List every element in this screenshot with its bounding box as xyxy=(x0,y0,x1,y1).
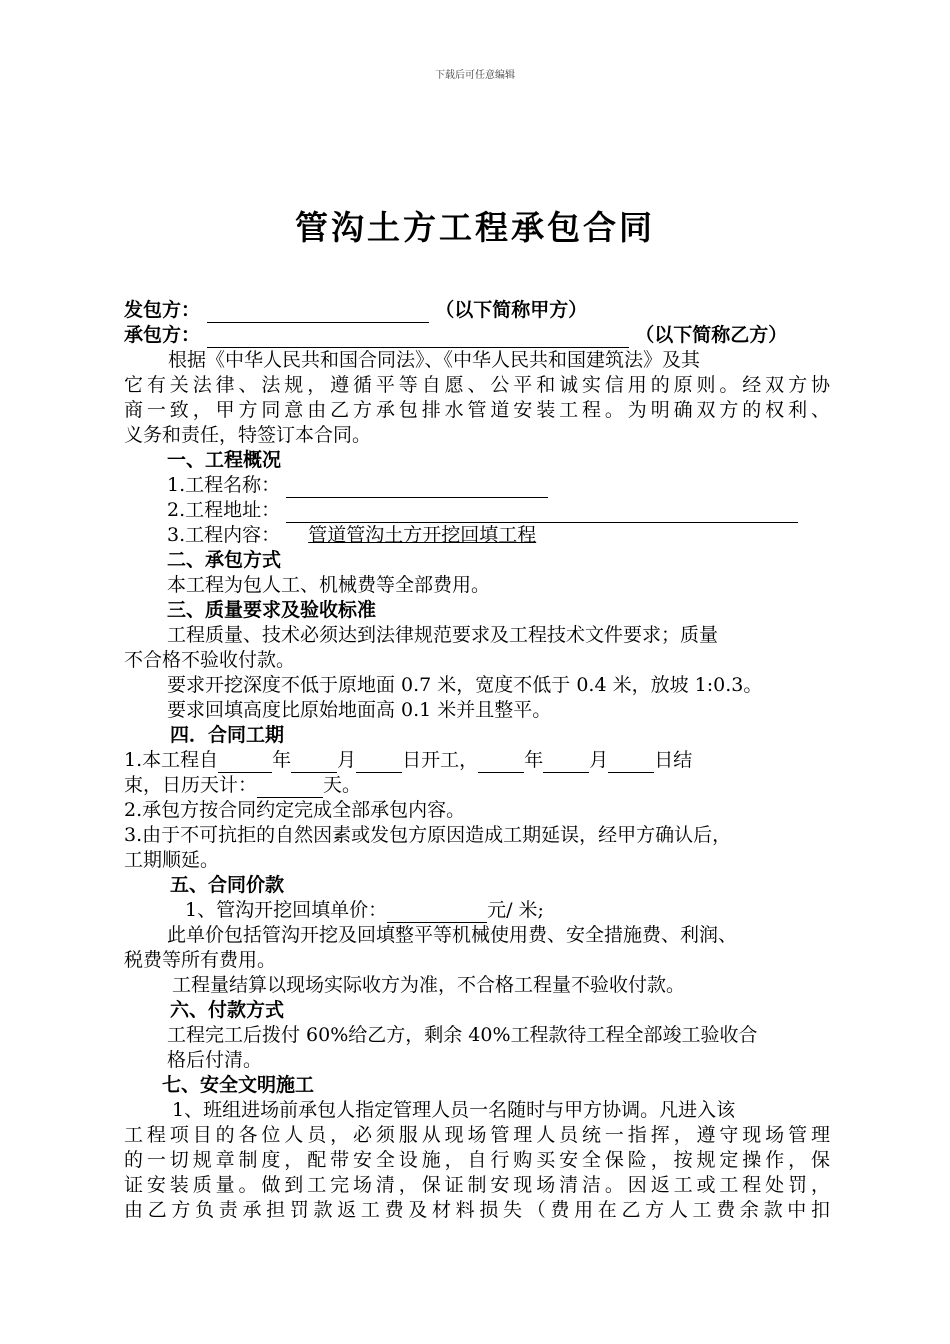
document-title: 管沟土方工程承包合同 xyxy=(295,208,655,247)
project-content-label: 3.工程内容： xyxy=(167,524,281,546)
days-blank[interactable] xyxy=(257,777,323,798)
year-label: 年 xyxy=(272,749,292,771)
project-address-blank[interactable] xyxy=(286,502,798,523)
payment-terms: 工程完工后拨付 60%给乙方，剩余 40%工程款待工程全部竣工验收合 xyxy=(167,1024,758,1046)
section-2-heading: 二、承包方式 xyxy=(167,549,282,571)
schedule-item-3: 工期顺延。 xyxy=(124,849,220,871)
safety-paragraph: 由乙方负责承担罚款返工费及材料损失（费用在乙方人工费余款中扣 xyxy=(124,1199,830,1221)
end-day-blank[interactable] xyxy=(608,752,654,773)
year-label: 年 xyxy=(524,749,544,771)
schedule-item-3: 3.由于不可抗拒的自然因素或发包方原因造成工期延误，经甲方确认后， xyxy=(124,824,732,846)
section-5-heading: 五、合同价款 xyxy=(170,874,285,896)
schedule-prefix: 1.本工程自 xyxy=(124,749,219,771)
unit-price-blank[interactable] xyxy=(387,902,487,923)
project-address-line xyxy=(167,498,873,523)
depth-requirement: 要求开挖深度不低于原地面 0.7 米，宽度不低于 0.4 米，放坡 1:0.3。 xyxy=(167,674,763,696)
intro-line: 义务和责任，特签订本合同。 xyxy=(124,424,372,446)
party-b-line xyxy=(124,323,830,348)
safety-paragraph: 1、班组进场前承包人指定管理人员一名随时与甲方协调。凡进入该 xyxy=(172,1099,736,1121)
days-label: 束，日历天计： xyxy=(124,774,258,796)
party-a-label: 发包方： xyxy=(124,299,201,321)
settlement-rule: 工程量结算以现场实际收方为准，不合格工程量不验收付款。 xyxy=(172,974,686,996)
schedule-line xyxy=(124,748,830,773)
header-note: 下载后可任意编辑 xyxy=(435,70,515,81)
party-a-suffix: （以下简称甲方） xyxy=(435,299,588,321)
price-includes: 此单价包括管沟开挖及回填整平等机械使用费、安全措施费、利润、 xyxy=(167,924,738,946)
end-year-blank[interactable] xyxy=(478,752,524,773)
party-b-suffix: （以下简称乙方） xyxy=(635,324,788,346)
section-7-heading: 七、安全文明施工 xyxy=(162,1074,315,1096)
section-3-heading: 三、质量要求及验收标准 xyxy=(167,599,377,621)
safety-paragraph: 的一切规章制度，配带安全设施，自行购买安全保险，按规定操作，保 xyxy=(124,1149,830,1171)
days-unit: 天。 xyxy=(323,774,362,796)
end-month-blank[interactable] xyxy=(543,752,589,773)
intro-line: 商一致，甲方同意由乙方承包排水管道安装工程。为明确双方的权利、 xyxy=(124,399,830,421)
section-1-heading: 一、工程概况 xyxy=(167,449,282,471)
safety-paragraph: 工程项目的各位人员，必须服从现场管理人员统一指挥，遵守现场管理 xyxy=(124,1124,830,1146)
schedule-item-2: 2.承包方按合同约定完成全部承包内容。 xyxy=(124,799,466,821)
month-label: 月 xyxy=(589,749,609,771)
unit-price-unit: 元/ 米; xyxy=(487,899,544,921)
project-name-label: 1.工程名称： xyxy=(167,474,281,496)
backfill-requirement: 要求回填高度比原始地面高 0.1 米并且整平。 xyxy=(167,699,552,721)
start-label: 日开工， xyxy=(402,749,479,771)
party-b-label: 承包方： xyxy=(124,324,201,346)
section-6-heading: 六、付款方式 xyxy=(170,999,285,1021)
project-address-label: 2.工程地址： xyxy=(167,499,281,521)
month-label: 月 xyxy=(337,749,357,771)
safety-paragraph: 证安装质量。做到工完场清，保证制安现场清洁。因返工或工程处罚， xyxy=(124,1174,830,1196)
section-2-text: 本工程为包人工、机械费等全部费用。 xyxy=(167,574,491,596)
project-content-value: 管道管沟土方开挖回填工程 xyxy=(308,524,537,546)
unit-price-line xyxy=(185,898,891,923)
start-day-blank[interactable] xyxy=(356,752,402,773)
intro-line: 它有关法律、法规，遵循平等自愿、公平和诚实信用的原则。经双方协 xyxy=(124,374,830,396)
project-content-line xyxy=(167,523,873,548)
intro-line: 根据《中华人民共和国合同法》、《中华人民共和国建筑法》及其 xyxy=(168,349,701,371)
payment-terms: 格后付清。 xyxy=(167,1049,263,1071)
quality-paragraph: 工程质量、技术必须达到法律规范要求及工程技术文件要求；质量 xyxy=(167,624,719,646)
start-month-blank[interactable] xyxy=(291,752,337,773)
unit-price-label: 1、管沟开挖回填单价： xyxy=(185,899,388,921)
quality-paragraph: 不合格不验收付款。 xyxy=(124,649,296,671)
party-b-blank[interactable] xyxy=(207,327,629,348)
end-label: 日结 xyxy=(654,749,693,771)
section-4-heading: 四．合同工期 xyxy=(170,724,285,746)
project-name-blank[interactable] xyxy=(286,477,548,498)
price-includes: 税费等所有费用。 xyxy=(124,949,277,971)
party-a-blank[interactable] xyxy=(207,302,429,323)
party-a-line xyxy=(124,298,830,323)
project-name-line xyxy=(167,473,873,498)
schedule-days-line xyxy=(124,773,830,798)
start-year-blank[interactable] xyxy=(218,752,272,773)
